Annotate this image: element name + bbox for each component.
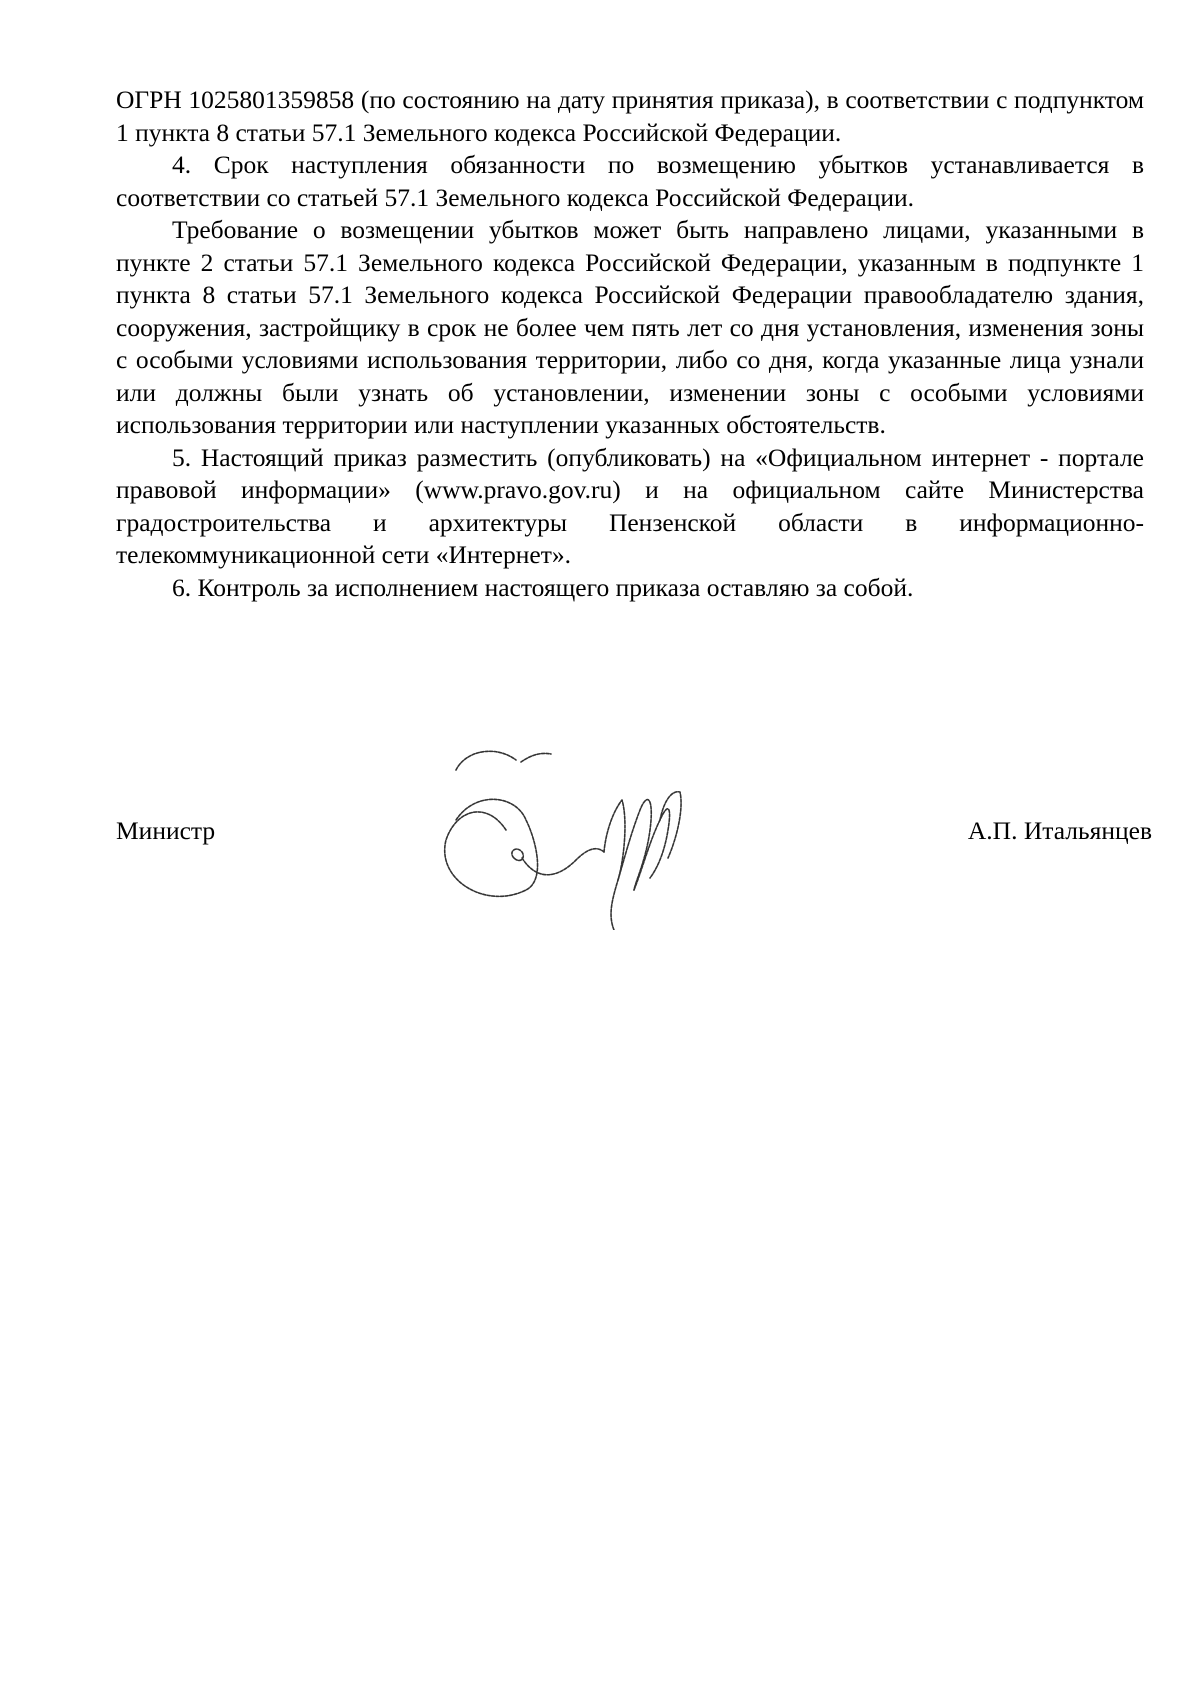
signatory-title: Министр (116, 816, 216, 845)
document-body (116, 84, 1144, 604)
paragraph-ogrn: ОГРН 1025801359858 (по состоянию на дату принятия приказа), в соответствии с подпунктом 1 пункта 8 статьи 57.1 Земельного кодекса Российской Федерации. (116, 85, 1144, 147)
paragraph-item-4: 4. Срок наступления обязанности по возмещению убытков устанавливается в соответствии со статьей 57.1 Земельного кодекса Российской Федерации. (116, 150, 1144, 212)
paragraph-item-6: 6. Контроль за исполнением настоящего приказа оставляю за собой. (172, 572, 914, 602)
paragraph-compensation-claim: Требование о возмещении убытков может быть направлено лицами, указанными в пункте 2 статьи 57.1 Земельного кодекса Российской Федерации, указанным в подпункте 1 пункта 8 статьи 57.1 Земельного кодекса Российской Федерации правообладателю здания, сооружения, застройщику в срок не более чем пять лет со дня установления, изменения зоны с особыми условиями использования территории, либо со дня, когда указанные лица узнали или должны были узнать об установлении, изменении зоны с особыми условиями использования территории или наступлении указанных обстоятельств. (116, 215, 1144, 439)
handwritten-signature (436, 740, 706, 930)
paragraph-item-5: 5. Настоящий приказ разместить (опубликовать) на «Официальном интернет - портале правовой информации» (www.pravo.gov.ru) и на официальном сайте Министерства градостроительства и архитектуры Пензенской области в информационно-телекоммуникационной сети «Интернет». (116, 442, 1144, 569)
signatory-name: А.П. Итальянцев (967, 816, 1152, 845)
